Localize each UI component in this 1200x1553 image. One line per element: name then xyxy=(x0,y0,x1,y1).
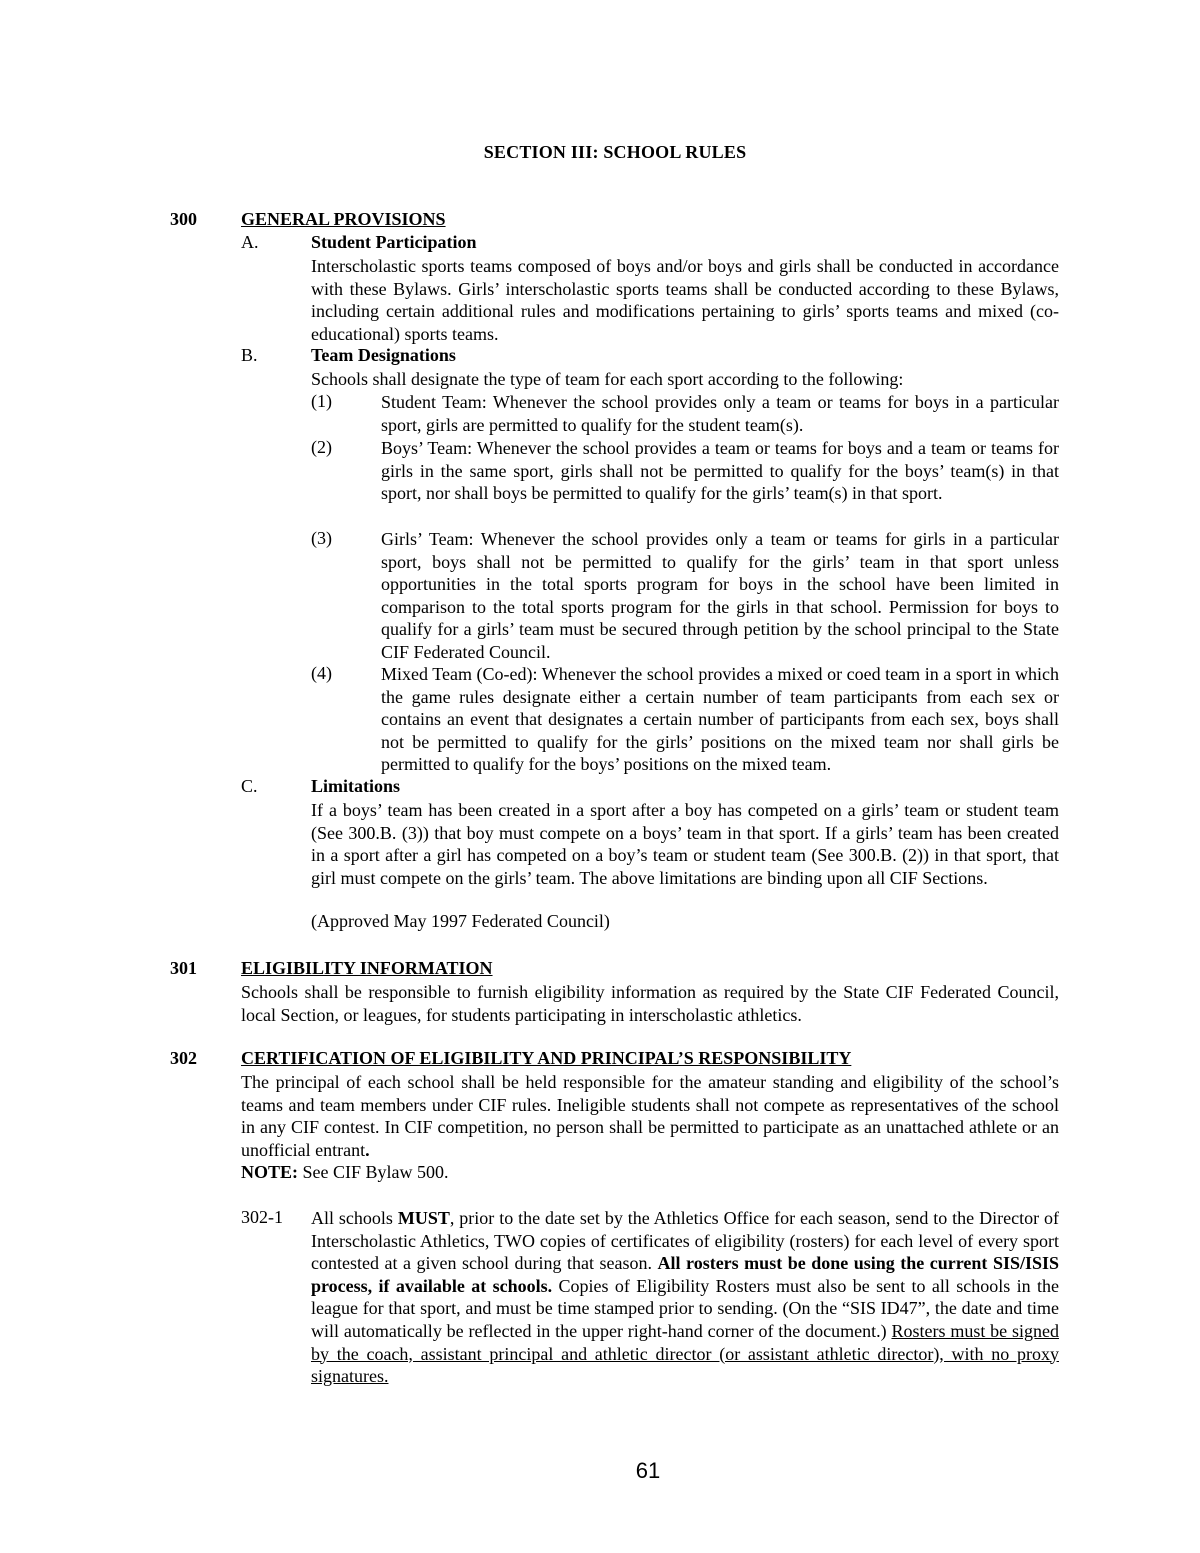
note-label: NOTE: xyxy=(241,1162,299,1182)
subsection-c-heading: Limitations xyxy=(311,776,401,796)
section-302-body: The principal of each school shall be held responsible for the amateur standing and eligibility of the school’s teams and team members under CIF rules. Ineligible students shall not compete as representatives of the school in any CIF contest. In CIF competition, no person shall be permitted to participate as an unattached athlete or an unofficial entrant xyxy=(241,1072,1059,1160)
section-301-text: Schools shall be responsible to furnish eligibility information as required by the State CIF Federated Council, local Section, or leagues, for students participating in interscholastic athletics. xyxy=(241,982,1059,1025)
subsection-c-text: If a boys’ team has been created in a sport after a boy has competed on a girls’ team or student team (See 300.B. (3)) that boy must compete on a boys’ team in that sport. If a girls’ team has been created in a sport after a girl has competed on a boy’s team or student team (See 300.B. (2)) in that sport, that girl must compete on the girls’ team. The above limitations are binding upon all CIF Sections. xyxy=(311,800,1059,888)
section-300-number: 300 xyxy=(170,209,197,229)
team-item-text: Mixed Team (Co-ed): Whenever the school provides a mixed or coed team in a sport in which the game rules designate either a certain number of team participants from each sex or contains an event that designates a certain number of participants from each sex, boys shall not be permitted to qualify for the girls’ positions on the mixed team nor shall girls be permitted to qualify for the boys’ positions on the mixed team. xyxy=(381,664,1059,775)
team-item-number: (1) xyxy=(311,391,332,411)
subsection-b-heading: Team Designations xyxy=(311,345,456,365)
section-302-text xyxy=(241,1071,1059,1161)
rule-emphasis: MUST xyxy=(397,1208,450,1228)
subsection-302-1-text xyxy=(311,1207,1059,1388)
rule-text: Copies of Eligibility Rosters must also be sent to all schools in the league for that sport, and must be time stamped prior to sending. (On the “SIS ID47”, the date and time will automatically be reflected in the upper right-hand corner of the document.) xyxy=(311,1275,1060,1341)
section-302-period: . xyxy=(365,1139,370,1160)
team-item-number: (3) xyxy=(311,528,332,548)
section-301-heading: ELIGIBILITY INFORMATION xyxy=(241,958,493,978)
team-item-text: Boys’ Team: Whenever the school provides a team or teams for boys and a team or teams for girls in the same sport, girls shall not be permitted to qualify for the boys’ team(s) in that sport, nor shall boys be permitted to qualify for the girls’ team(s) in that sport. xyxy=(381,438,1059,504)
team-item-text: Student Team: Whenever the school provides only a team or teams for boys in a particular sport, girls are permitted to qualify for the student team(s). xyxy=(381,392,1059,435)
rule-text: All schools xyxy=(311,1208,398,1228)
team-item-text: Girls’ Team: Whenever the school provides only a team or teams for girls in a particular sport, boys shall not be permitted to qualify for the girls’ team in that sport unless opportunities in the total sports program for boys in the school have been limited in comparison to the total sports program for the girls in that school. Permission for boys to qualify for a girls’ team must be secured through petition by the school principal to the State CIF Federated Council. xyxy=(381,529,1059,662)
team-item-number: (2) xyxy=(311,437,332,457)
note-text: See CIF Bylaw 500. xyxy=(298,1162,449,1182)
subsection-a-text: Interscholastic sports teams composed of boys and/or boys and girls shall be conducted in accordance with these Bylaws. Girls’ interscholastic sports teams shall be conducted according to these Bylaws, including certain additional rules and modifications pertaining to girls’ sports teams and mixed (co-educational) sports teams. xyxy=(311,256,1059,344)
subsection-b-letter: B. xyxy=(241,345,258,365)
section-302-heading: CERTIFICATION OF ELIGIBILITY AND PRINCIPAL’S RESPONSIBILITY xyxy=(241,1048,852,1068)
section-302-number: 302 xyxy=(170,1048,197,1068)
subsection-302-1-number: 302-1 xyxy=(241,1207,283,1227)
page-title: SECTION III: SCHOOL RULES xyxy=(483,142,747,162)
subsection-a-letter: A. xyxy=(241,232,259,252)
approval-note: (Approved May 1997 Federated Council) xyxy=(311,911,610,931)
subsection-c-letter: C. xyxy=(241,776,258,796)
subsection-b-intro: Schools shall designate the type of team for each sport according to the following: xyxy=(311,369,904,389)
section-302-note xyxy=(241,1162,449,1183)
subsection-a-heading: Student Participation xyxy=(311,232,477,252)
rule-text: , prior to the date set by the Athletics Office for each season, send to the Director of Interscholastic Athletics, TWO copies of certificates of eligibility (rosters) for each level of every sport contested at a given school during that season. xyxy=(311,1208,1059,1274)
team-item-number: (4) xyxy=(311,663,332,683)
rule-underlined: Rosters must be signed by the coach, assistant principal and athletic director (or assistant athletic director), with no proxy signatures. xyxy=(311,1320,1060,1387)
section-301-number: 301 xyxy=(170,958,197,978)
rule-emphasis: All rosters must be done using the current SIS/ISIS process, if available at schools. xyxy=(311,1253,1059,1296)
section-300-heading: GENERAL PROVISIONS xyxy=(241,209,446,229)
page-number: 61 xyxy=(635,1458,661,1483)
